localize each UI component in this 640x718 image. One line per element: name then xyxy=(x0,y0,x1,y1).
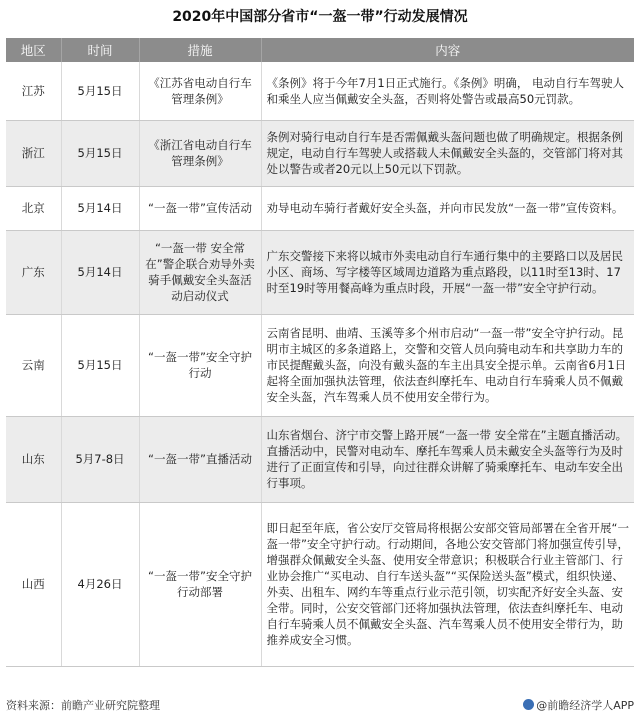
cell-date: 4月26日 xyxy=(61,502,139,666)
cell-content: 《条例》将于今年7月1日正式施行。《条例》明确， 电动自行车驾驶人和乘坐人应当佩戴安全头盔，否则将处警告或最高50元罚款。 xyxy=(261,62,634,120)
cell-measure: “一盔一带”安全守护行动 xyxy=(139,314,261,416)
cell-region: 北京 xyxy=(6,186,61,230)
table-row xyxy=(6,416,634,502)
cell-region: 云南 xyxy=(6,314,61,416)
cell-measure: “一盔一带”安全守护行动部署 xyxy=(139,502,261,666)
column-header-region: 地区 xyxy=(6,38,61,62)
brand-logo-icon xyxy=(523,699,534,710)
cell-date: 5月15日 xyxy=(61,62,139,120)
table-row xyxy=(6,62,634,120)
table-row xyxy=(6,314,634,416)
column-header-date: 时间 xyxy=(61,38,139,62)
cell-content: 条例对骑行电动自行车是否需佩戴头盔问题也做了明确规定。根据条例规定，电动自行车驾驶人或搭载人未佩戴安全头盔的，交管部门将对其处以警告或者20元以上50元以下罚款。 xyxy=(261,120,634,186)
table-row xyxy=(6,230,634,314)
cell-measure: “一盔一带 安全常在”警企联合劝导外卖骑手佩戴安全头盔活动启动仪式 xyxy=(139,230,261,314)
cell-region: 山东 xyxy=(6,416,61,502)
cell-content: 即日起至年底，省公安厅交管局将根据公安部交管局部署在全省开展“一盔一带”安全守护行动。行动期间，各地公安交管部门将加强宣传引导，增强群众佩戴安全头盔、使用安全带意识；积极联合行业主管部门、行业协会推广“买电动、自行车送头盔”“买保险送头盔”模式，组织快递、外卖、出租车、网约车等重点行业示范引领，切实配齐好安全头盔、安全带。同时，公安交管部门还将加强执法管理，依法查纠摩托车、电动自行车骑乘人员不佩戴安全头盔、汽车驾乘人员不使用安全带行为，助推养成安全习惯。 xyxy=(261,502,634,666)
cell-content: 广东交警接下来将以城市外卖电动自行车通行集中的主要路口以及居民小区、商场、写字楼等区域周边道路为重点路段，以11时至13时、17时至19时等用餐高峰为重点时段，开展“一盔一带”安全守护行动。 xyxy=(261,230,634,314)
cell-region: 山西 xyxy=(6,502,61,666)
cell-measure: “一盔一带”宣传活动 xyxy=(139,186,261,230)
cell-date: 5月15日 xyxy=(61,120,139,186)
cell-content: 云南省昆明、曲靖、玉溪等多个州市启动“一盔一带”安全守护行动。昆明市主城区的多条道路上，交警和交管人员向骑电动车和共享助力车的市民提醒戴头盔，向没有戴头盔的车主出具安全提示单。云南省6月1日起将全面加强执法管理，依法查纠摩托车、电动自行车骑乘人员不佩戴安全头盔，汽车驾乘人员不使用安全带行为。 xyxy=(261,314,634,416)
cell-measure: 《浙江省电动自行车管理条例》 xyxy=(139,120,261,186)
cell-date: 5月14日 xyxy=(61,186,139,230)
cell-date: 5月7-8日 xyxy=(61,416,139,502)
cell-region: 浙江 xyxy=(6,120,61,186)
table-row xyxy=(6,120,634,186)
cell-region: 江苏 xyxy=(6,62,61,120)
data-table xyxy=(6,38,634,667)
table-row xyxy=(6,186,634,230)
cell-content: 劝导电动车骑行者戴好安全头盔，并向市民发放“一盔一带”宣传资料。 xyxy=(261,186,634,230)
table-row xyxy=(6,502,634,666)
page-title: 2020年中国部分省市“一盔一带”行动发展情况 xyxy=(172,9,468,25)
cell-date: 5月15日 xyxy=(61,314,139,416)
cell-measure: 《江苏省电动自行车管理条例》 xyxy=(139,62,261,120)
cell-region: 广东 xyxy=(6,230,61,314)
table-header-row xyxy=(6,38,634,62)
brand-credit-label: @前瞻经济学人APP xyxy=(536,699,634,712)
cell-measure: “一盔一带”直播活动 xyxy=(139,416,261,502)
column-header-measure: 措施 xyxy=(139,38,261,62)
brand-credit xyxy=(523,697,634,713)
cell-content: 山东省烟台、济宁市交警上路开展“一盔一带 安全常在”主题直播活动。直播活动中，民警对电动车、摩托车驾乘人员未戴安全头盔等行为及时进行了正面宣传和引导，向过往群众讲解了骑乘摩托车、电动车安全出行事项。 xyxy=(261,416,634,502)
source-note: 资料来源：前瞻产业研究院整理 xyxy=(6,699,160,712)
cell-date: 5月14日 xyxy=(61,230,139,314)
column-header-content: 内容 xyxy=(261,38,634,62)
